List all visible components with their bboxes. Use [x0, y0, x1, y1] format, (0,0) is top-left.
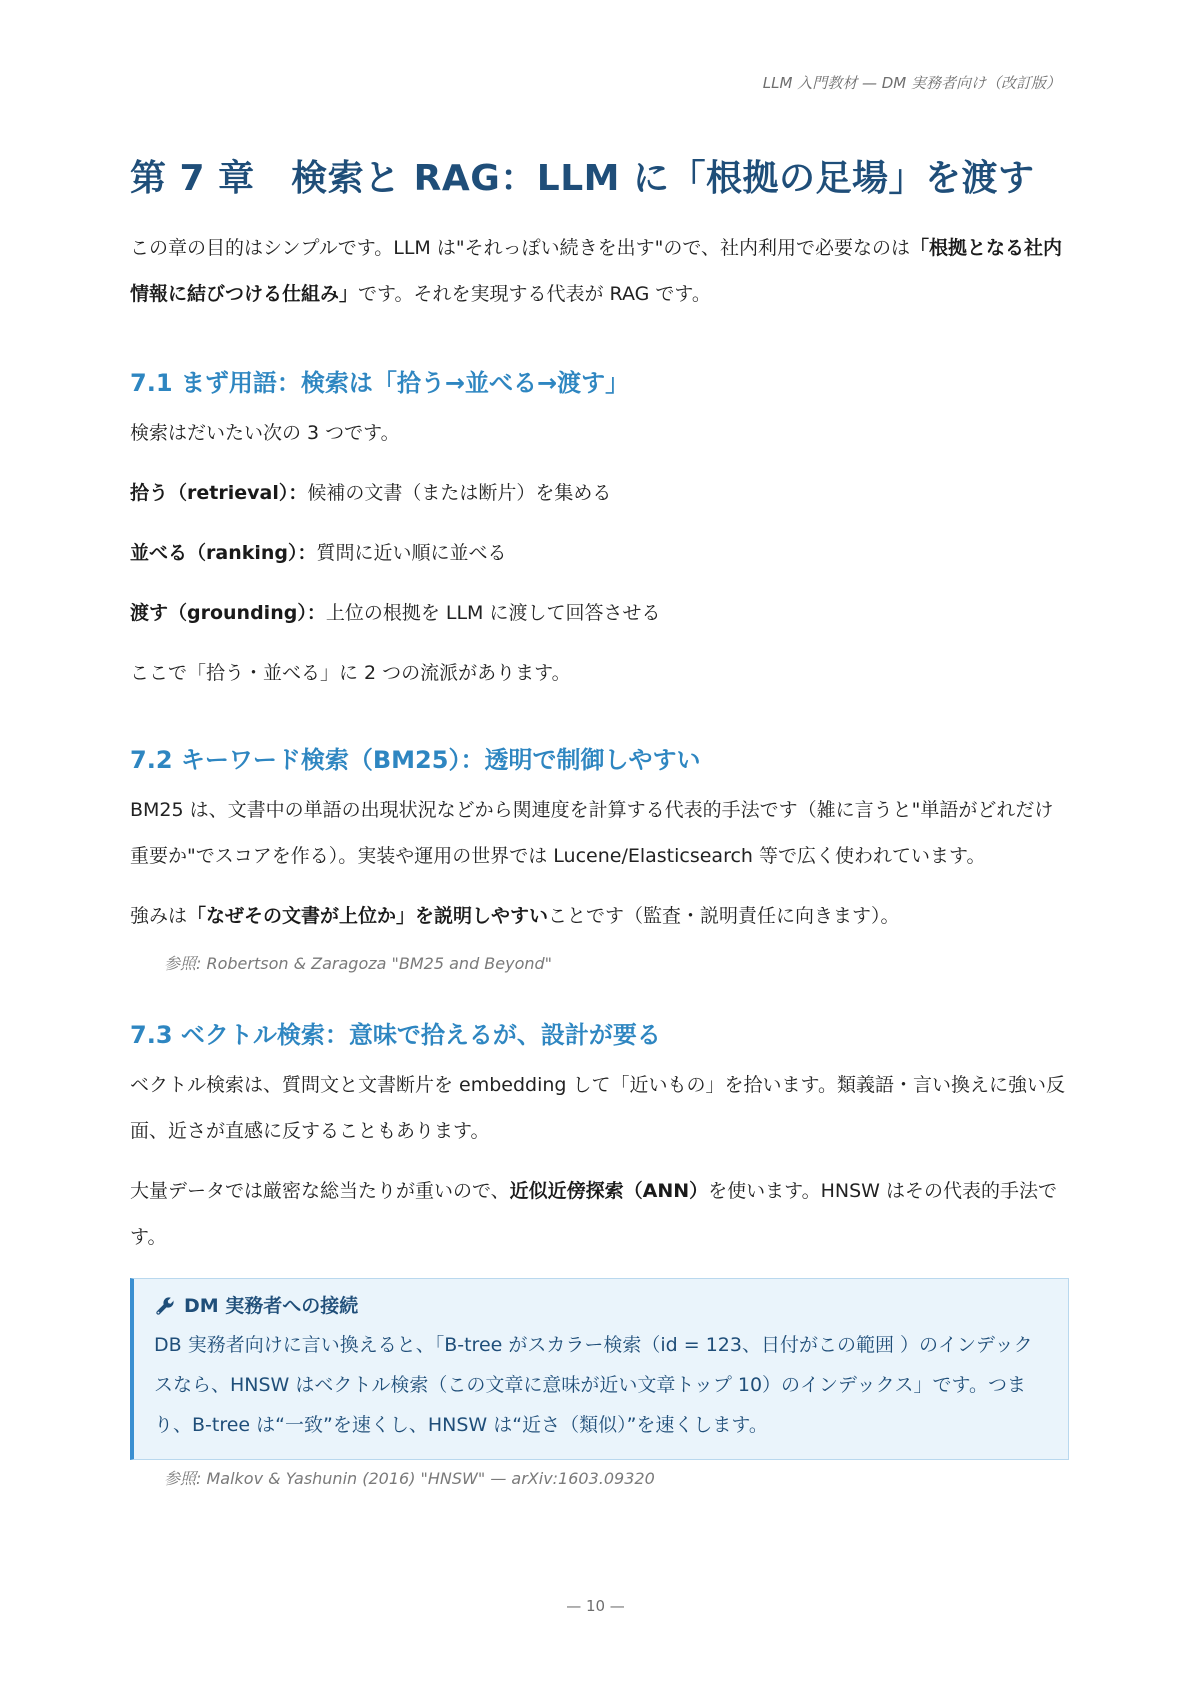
section2-para2 [130, 893, 1070, 939]
running-header: LLM 入門教材 — DM 実務者向け（改訂版） [762, 74, 1061, 92]
chapter-intro [130, 225, 1070, 317]
term-desc: 上位の根拠を LLM に渡して回答させる [325, 602, 661, 624]
s3-para2-bold: 近似近傍探索（ANN） [509, 1180, 709, 1202]
para2-bold: 「なぜその文書が上位か」を説明しやすい [187, 905, 549, 927]
callout-title: DM 実務者への接続 [184, 1295, 359, 1317]
section1-lead: 検索はだいたい次の 3 つです。 [130, 422, 400, 444]
s3-para2-text-1: 大量データでは厳密な総当たりが重いので、 [130, 1180, 510, 1202]
callout-title-row [154, 1291, 1048, 1321]
term-label: 並べる（ranking）： [130, 542, 317, 564]
term-label: 拾う（retrieval）： [130, 482, 308, 504]
intro-bold: 「根拠となる社内情報に結びつける仕組み」 [130, 237, 1062, 305]
term-label: 渡す（grounding）： [130, 602, 326, 624]
term-desc: 質問に近い順に並べる [316, 542, 507, 564]
reference-bm25: 参照: Robertson & Zaragoza "BM25 and Beyond" [164, 954, 553, 973]
section-heading-7-3: 7.3 ベクトル検索：意味で拾えるが、設計が要る [130, 1021, 661, 1049]
s3-para2-text-2: を使います。HNSW はその代表的手法です。 [130, 1180, 1058, 1248]
chapter-title: 第 7 章 検索と RAG：LLM に「根拠の足場」を渡す [130, 158, 1035, 199]
reference-hnsw: 参照: Malkov & Yashunin (2016) "HNSW" — arXiv:1603.09320 [164, 1469, 655, 1488]
term-ranking [130, 530, 1070, 576]
callout-body: DB 実務者向けに言い換えると、「B-tree がスカラー検索（id = 123、日付がこの範囲 ）のインデックスなら、HNSW はベクトル検索（この文章に意味が近い文章トップ 10）のインデックス」です。つまり、B-tree は“一致”を速くし、HNSW は“近さ（類似）”を速くします。 [154, 1334, 1033, 1436]
intro-text-1: この章の目的はシンプルです。LLM は"それっぽい続きを出す"ので、社内利用で必要なのは [130, 237, 910, 259]
intro-text-2: です。それを実現する代表が RAG です。 [358, 283, 711, 305]
dm-connection-callout [130, 1278, 1069, 1460]
section2-para1: BM25 は、文書中の単語の出現状況などから関連度を計算する代表的手法です（雑に言うと"単語がどれだけ重要か"でスコアを作る）。実装や運用の世界では Lucene/Elasticsearch 等で広く使われています。 [130, 799, 1054, 867]
section-heading-7-1: 7.1 まず用語：検索は「拾う→並べる→渡す」 [130, 369, 630, 397]
term-grounding [130, 590, 1070, 636]
page-content [130, 150, 1070, 1494]
section1-closing: ここで「拾う・並べる」に 2 つの流派があります。 [130, 662, 571, 684]
section3-para2 [130, 1168, 1070, 1260]
term-retrieval [130, 470, 1070, 516]
wrench-icon [154, 1295, 176, 1317]
section-heading-7-2: 7.2 キーワード検索（BM25）：透明で制御しやすい [130, 746, 701, 774]
para2-text-2: ことです（監査・説明責任に向きます）。 [548, 905, 900, 927]
term-desc: 候補の文書（または断片）を集める [307, 482, 612, 504]
page-number: — 10 — [566, 1597, 625, 1615]
para2-text-1: 強みは [130, 905, 188, 927]
section3-para1: ベクトル検索は、質問文と文書断片を embedding して「近いもの」を拾います。類義語・言い換えに強い反面、近さが直感に反することもあります。 [130, 1074, 1066, 1142]
